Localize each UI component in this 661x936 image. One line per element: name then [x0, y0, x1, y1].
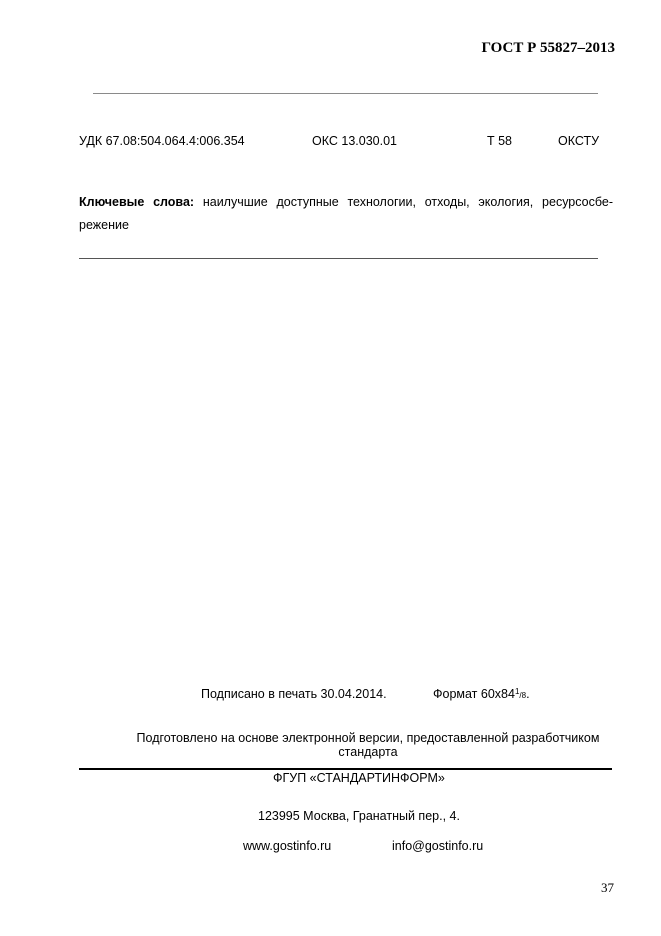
prepared-note: Подготовлено на основе электронной версии, предоставленной разработчиком стандарта [136, 731, 600, 759]
group-code: Т 58 [487, 134, 513, 148]
publisher-address: 123995 Москва, Гранатный пер., 4. [258, 809, 460, 823]
publisher-name: ФГУП «СТАНДАРТИНФОРМ» [273, 771, 445, 785]
keywords-text: наилучшие доступные технологии, отходы, экология, ресурсосбе-режение [79, 195, 613, 232]
format-sup: 1 [514, 687, 520, 696]
format-sub: /8 [519, 691, 527, 700]
keywords-divider [79, 258, 598, 259]
website-link[interactable]: www.gostinfo.ru [243, 839, 332, 853]
keywords-paragraph [79, 191, 613, 237]
standard-header: ГОСТ Р 55827–2013 [481, 40, 615, 56]
okstu-code: ОКСТУ [558, 134, 600, 148]
oks-code: ОКС 13.030.01 [312, 134, 397, 148]
format-end: . [526, 687, 530, 701]
email-link[interactable]: info@gostinfo.ru [392, 839, 484, 853]
publisher-divider [79, 768, 612, 770]
signed-date: Подписано в печать 30.04.2014. [201, 687, 387, 701]
format-label: Формат 60х84 [433, 687, 515, 701]
print-format [433, 687, 530, 701]
page-number: 37 [601, 880, 614, 895]
top-divider [93, 93, 598, 94]
udk-code: УДК 67.08:504.064.4:006.354 [79, 134, 245, 148]
keywords-label: Ключевые слова: [79, 195, 195, 209]
